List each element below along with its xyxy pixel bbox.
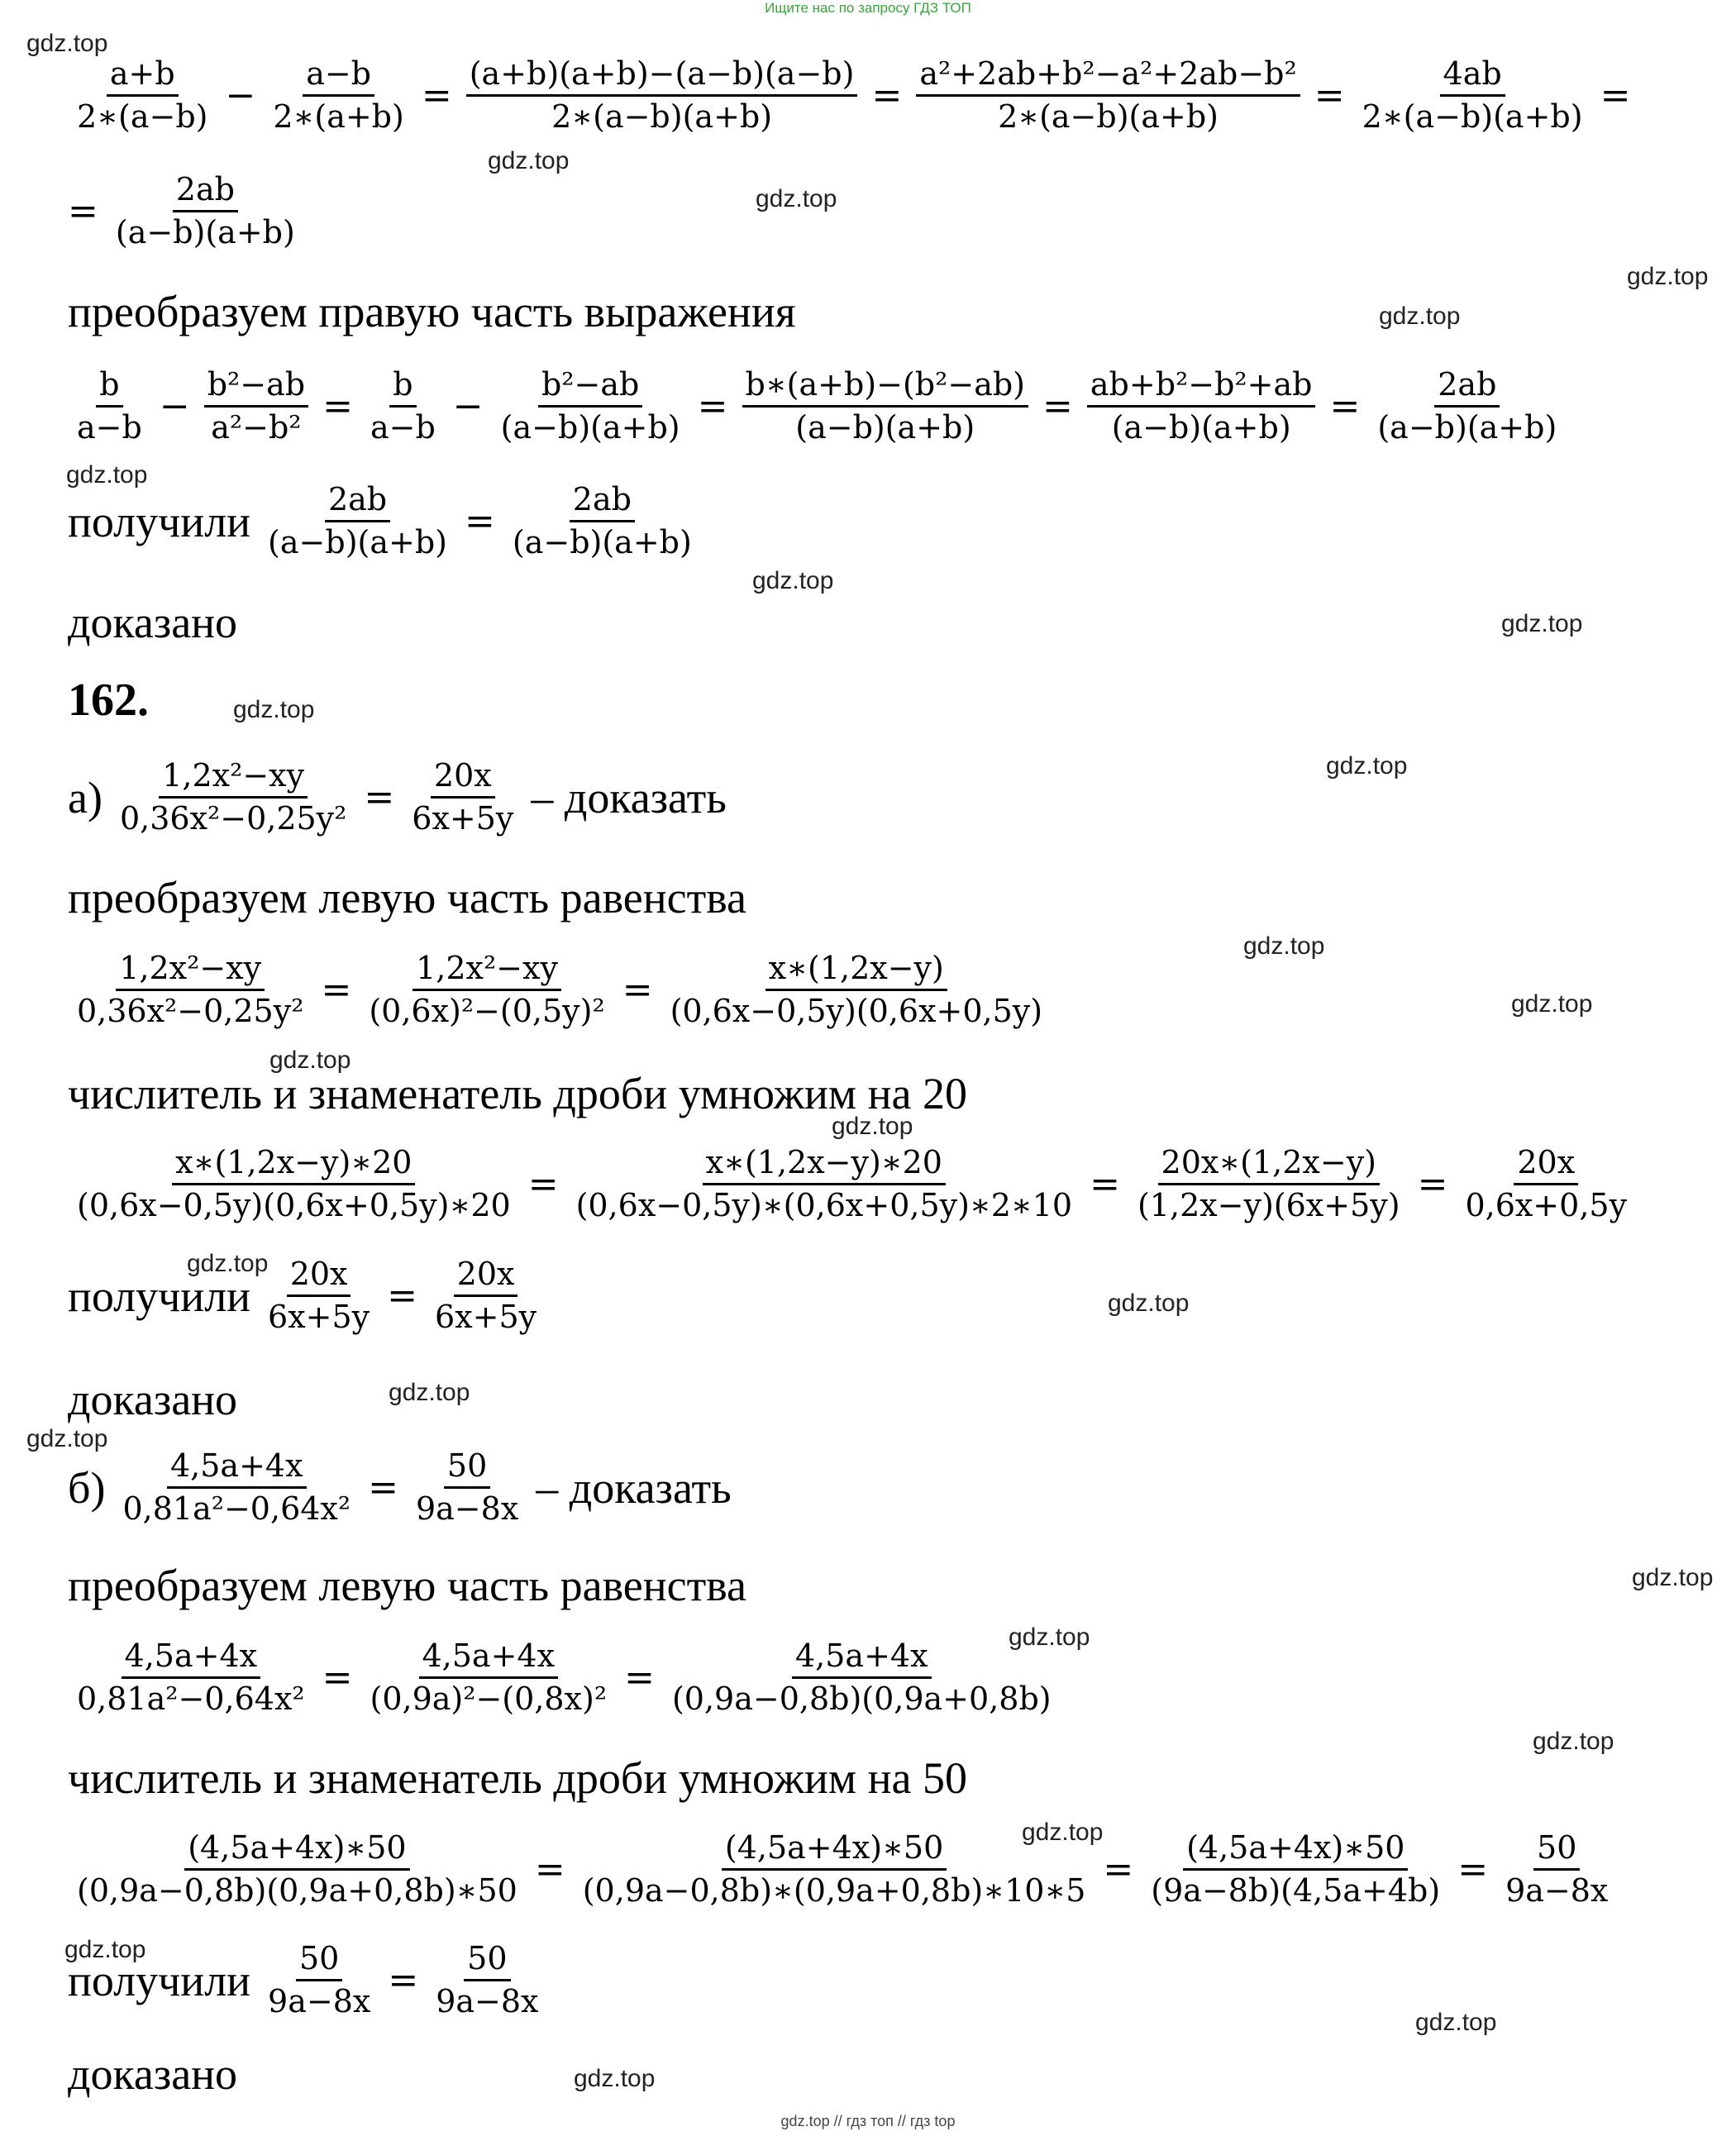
result-line: получили $\frac{50}{9a-8x}$ = $\frac{50}{9a-8x}$ (68, 1941, 547, 2020)
fraction: $\frac{2ab}{(a-b)(a+b)}$ (115, 171, 295, 251)
fraction: $\frac{2ab}{(a-b)(a+b)}$ (1377, 366, 1557, 446)
watermark: gdz.top (389, 1379, 470, 1406)
fraction: $\frac{b}{a-b}$ (77, 366, 142, 446)
fraction: $\frac{2ab}{(a-b)(a+b)}$ (268, 481, 447, 561)
fraction: $\frac{\text{b²−ab}}{(a-b)(a+b)}$ (500, 366, 680, 446)
task-number: 162. (68, 675, 149, 726)
watermark: gdz.top (1533, 1728, 1614, 1755)
fraction: $\frac{\text{1,2x²−xy}}{\text{0,36x²−0,25y²}}$ (119, 757, 347, 837)
watermark: gdz.top (269, 1047, 351, 1074)
watermark: gdz.top (26, 1425, 108, 1452)
watermark: gdz.top (832, 1113, 913, 1140)
bottom-watermark: gdz.top // гдз топ // гдз top (780, 2113, 956, 2129)
text-proved: доказано (68, 598, 238, 647)
equation-left-side-result: = $\frac{2ab}{(a-b)(a+b)}$ (68, 172, 304, 251)
fraction: $\frac{20x}{6x+5y}$ (268, 1256, 370, 1336)
watermark: gdz.top (756, 185, 837, 212)
watermark: gdz.top (574, 2065, 656, 2092)
watermark: gdz.top (1415, 2009, 1497, 2036)
equation-right-side-transform: $\frac{b}{a-b}$ − $\frac{\text{b²−ab}}{\text{a²−b²}}$ = $\frac{b}{a-b}$ − $\frac{\text{b²−ab}}{(a-b)(a+b)}$ = $\frac{\text{b∗(a+b)−(b²−ab)}}{(a-b)(a+b)}$ = $\frac{\text{ab+b²−b²+ab}}{(a-b)(a+b)}$ = $\frac{2ab}{(a-b)(a+b)}$ (68, 367, 1566, 446)
fraction: $\frac{4,5a+4x}{\text{0,81a²−0,64x²}}$ (77, 1638, 305, 1718)
result-line: получили $\frac{2ab}{(a-b)(a+b)}$ = $\frac{2ab}{(a-b)(a+b)}$ (68, 482, 701, 561)
fraction: $\frac{\text{b∗(a+b)−(b²−ab)}}{(a-b)(a+b)}$ (742, 367, 1029, 446)
watermark: gdz.top (26, 30, 108, 57)
fraction: $\frac{a+b}{2∗(a-b)}$ (77, 55, 208, 136)
fraction: $\frac{2ab}{(a-b)(a+b)}$ (512, 481, 692, 561)
fraction: $\frac{20x}{0,6x+0,5y}$ (1465, 1144, 1628, 1224)
fraction: $\frac{50}{9a-8x}$ (268, 1940, 371, 2020)
watermark: gdz.top (1511, 990, 1593, 1018)
watermark: gdz.top (187, 1250, 269, 1277)
fraction: $\frac{\text{b²−ab}}{\text{a²−b²}}$ (204, 367, 308, 446)
fraction: $\frac{20x}{6x+5y}$ (412, 757, 514, 837)
fraction: $\frac{x∗(1,2x-y)∗20}{(0,6x-0,5y)∗(0,6x+0,5y)∗2∗10}$ (575, 1144, 1073, 1224)
fraction: $\frac{4,5a+4x}{(0,9a-0,8b)(0,9a+0,8b)}$ (671, 1638, 1052, 1718)
fraction: $\frac{20x}{6x+5y}$ (435, 1256, 537, 1336)
part-b-claim: б) $\frac{4,5a+4x}{\text{0,81a²−0,64x²}}$ = $\frac{50}{9a-8x}$ – доказать (68, 1447, 732, 1528)
watermark: gdz.top (1632, 1564, 1714, 1591)
fraction: $\frac{x∗(1,2x-y)}{(0,6x-0,5y)(0,6x+0,5y)}$ (670, 950, 1043, 1030)
fraction: $\frac{50}{9a-8x}$ (1505, 1829, 1609, 1910)
text-multiply: числитель и знаменатель дроби умножим на 50 (68, 1753, 967, 1803)
watermark: gdz.top (1022, 1819, 1104, 1846)
fraction: $\frac{\text{1,2x²−xy}}{\text{0,36x²−0,25y²}}$ (77, 950, 304, 1030)
watermark: gdz.top (1379, 303, 1461, 330)
part-a-multiply: $\frac{x∗(1,2x-y)∗20}{(0,6x-0,5y)(0,6x+0,5y)∗20}$ = $\frac{x∗(1,2x-y)∗20}{(0,6x-0,5y)∗(0,6x+0,5y)∗2∗10}$ = $\frac{20x∗(1,2x-y)}{(1,2x-y)(6x+5y)}$ = $\frac{20x}{0,6x+0,5y}$ (68, 1145, 1636, 1224)
text-transform-left-part: преобразуем левую часть равенства (68, 1561, 746, 1610)
result-line: получили $\frac{20x}{6x+5y}$ = $\frac{20x}{6x+5y}$ (68, 1256, 546, 1336)
fraction: $\frac{\text{ab+b²−b²+ab}}{(a-b)(a+b)}$ (1087, 367, 1316, 446)
watermark: gdz.top (1326, 752, 1408, 780)
watermark: gdz.top (752, 567, 834, 594)
equation-left-side-transform: $\frac{a+b}{2∗(a-b)}$ − $\frac{a-b}{2∗(a+b)}$ = $\frac{(a+b)(a+b)-(a-b)(a-b)}{2∗(a-b)(a+b)}$ = $\frac{\text{a²+2ab+b²−a²+2ab−b²}}{2∗(a-b)(a+b)}$ = $\frac{4ab}{2∗(a-b)(a+b)}$ = (68, 56, 1638, 136)
fraction: $\frac{\text{1,2x²−xy}}{\text{(0,6x)²−(0,5y)²}}$ (369, 950, 605, 1030)
watermark: gdz.top (488, 147, 570, 174)
text-transform-left-part: преобразуем левую часть равенства (68, 873, 746, 923)
watermark: gdz.top (1009, 1623, 1090, 1651)
watermark: gdz.top (233, 696, 315, 723)
text-proved: доказано (68, 2049, 238, 2099)
fraction: $\frac{(4,5a+4x)∗50}{(0,9a-0,8b)∗(0,9a+0,8b)∗10∗5}$ (582, 1829, 1086, 1910)
part-b-transform: $\frac{4,5a+4x}{\text{0,81a²−0,64x²}}$ = $\frac{4,5a+4x}{\text{(0,9a)²−(0,8x)²}}$ = $\frac{4,5a+4x}{(0,9a-0,8b)(0,9a+0,8b)}$ (68, 1638, 1061, 1718)
fraction: $\frac{4ab}{2∗(a-b)(a+b)}$ (1362, 55, 1583, 136)
watermark: gdz.top (1243, 932, 1325, 960)
text-multiply: числитель и знаменатель дроби умножим на 20 (68, 1069, 967, 1118)
fraction: $\frac{\text{a²+2ab+b²−a²+2ab−b²}}{2∗(a-b)(a+b)}$ (916, 56, 1300, 136)
watermark: gdz.top (66, 461, 148, 489)
fraction: $\frac{50}{9a-8x}$ (436, 1940, 539, 2020)
fraction: $\frac{20x∗(1,2x-y)}{(1,2x-y)(6x+5y)}$ (1137, 1144, 1400, 1224)
watermark: gdz.top (1108, 1290, 1190, 1317)
fraction: $\frac{4,5a+4x}{\text{0,81a²−0,64x²}}$ (122, 1447, 351, 1528)
fraction: $\frac{x∗(1,2x-y)∗20}{(0,6x-0,5y)(0,6x+0,5y)∗20}$ (77, 1144, 511, 1224)
part-a-claim: а) $\frac{\text{1,2x²−xy}}{\text{0,36x²−0,25y²}}$ = $\frac{20x}{6x+5y}$ – доказать (68, 757, 727, 837)
text-transform-right-part: преобразуем правую часть выражения (68, 287, 796, 336)
fraction: $\frac{50}{9a-8x}$ (415, 1447, 519, 1528)
fraction: $\frac{(a+b)(a+b)-(a-b)(a-b)}{2∗(a-b)(a+b)}$ (466, 56, 858, 136)
part-a-transform: $\frac{\text{1,2x²−xy}}{\text{0,36x²−0,25y²}}$ = $\frac{\text{1,2x²−xy}}{\text{(0,6x)²−(0,5y)²}}$ = $\frac{x∗(1,2x-y)}{(0,6x-0,5y)(0,6x+0,5y)}$ (68, 951, 1052, 1030)
top-banner-watermark: Ищите нас по запросу ГДЗ ТОП (765, 0, 971, 16)
watermark: gdz.top (1501, 610, 1583, 637)
text-proved: доказано (68, 1375, 238, 1424)
watermark: gdz.top (1627, 263, 1709, 290)
fraction: $\frac{a-b}{2∗(a+b)}$ (273, 55, 404, 136)
fraction: $\frac{4,5a+4x}{\text{(0,9a)²−(0,8x)²}}$ (370, 1638, 608, 1718)
part-b-multiply: $\frac{(4,5a+4x)∗50}{(0,9a-0,8b)(0,9a+0,8b)∗50}$ = $\frac{(4,5a+4x)∗50}{(0,9a-0,8b)∗(0,9a+0,8b)∗10∗5}$ = $\frac{(4,5a+4x)∗50}{(9a-8b)(4,5a+4b)}$ = $\frac{50}{9a-8x}$ (68, 1830, 1617, 1910)
fraction: $\frac{b}{a-b}$ (370, 366, 436, 446)
fraction: $\frac{(4,5a+4x)∗50}{(9a-8b)(4,5a+4b)}$ (1151, 1829, 1441, 1910)
watermark: gdz.top (64, 1936, 146, 1963)
fraction: $\frac{(4,5a+4x)∗50}{(0,9a-0,8b)(0,9a+0,8b)∗50}$ (77, 1829, 517, 1910)
